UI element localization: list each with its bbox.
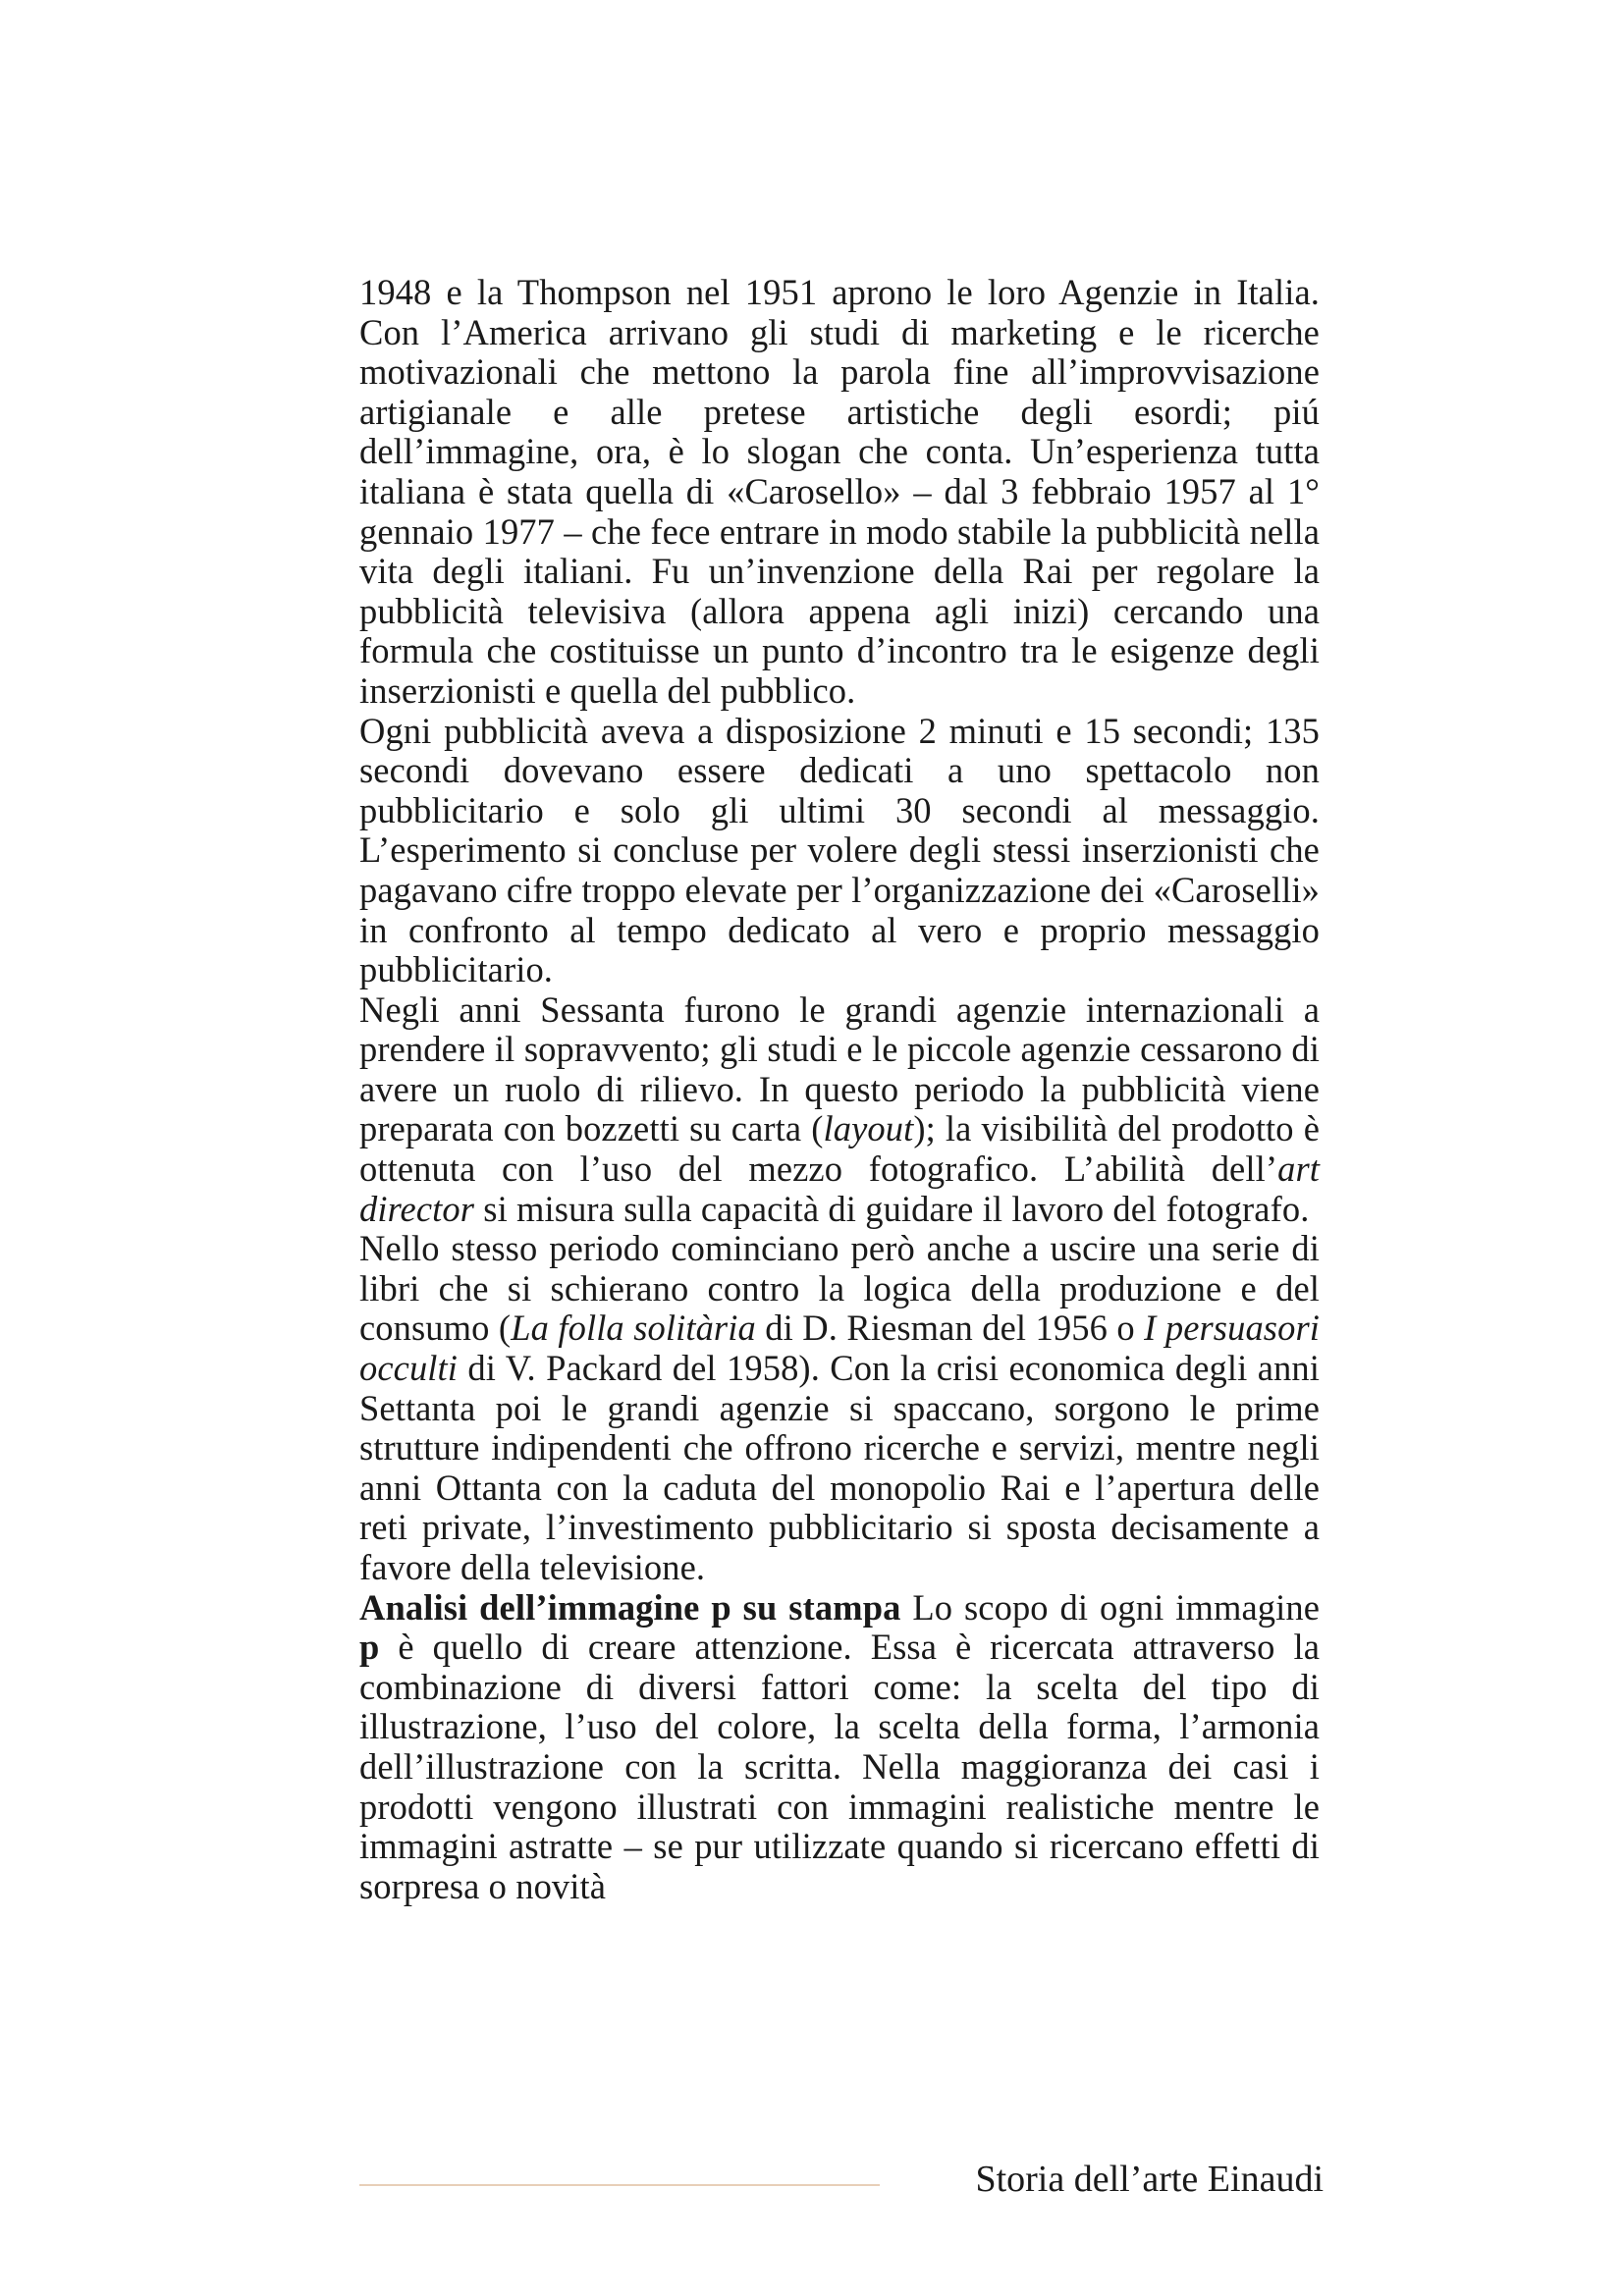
paragraph xyxy=(359,1229,1320,1587)
text-run: Nello stesso periodo cominciano però anche a uscire una serie di libri che si schierano contro la logica della produzione e del consumo ( xyxy=(359,1228,1320,1349)
page-body xyxy=(359,273,1320,1906)
text-run: Ogni pubblicità aveva a disposizione 2 minuti e 15 secondi; 135 secondi dovevano essere dedicati a uno spettacolo non pubblicitario e solo gli ultimi 30 secondi al messaggio. L’esperimento si concluse per volere degli stessi inserzionisti che pagavano cifre troppo elevate per l’organizzazione dei «Caroselli» in confronto al tempo dedicato al vero e proprio messaggio pubblicitario. xyxy=(359,710,1320,990)
footer-title: Storia dell’arte Einaudi xyxy=(975,2159,1324,2200)
italic-term: layout xyxy=(823,1108,914,1149)
text-run: di D. Riesman del 1956 o xyxy=(755,1308,1145,1349)
text-run: 1948 e la Thompson nel 1951 aprono le loro Agenzie in Italia. Con l’America arrivano gli studi di marketing e le ricerche motivazionali che mettono la parola fine all’improvvisazione artigianale e alle pretese artistiche degli esordi; piú dell’immagine, ora, è lo slogan che conta. Un’esperienza tutta italiana è stata quella di «Carosello» – dal 3 febbraio 1957 al 1° gennaio 1977 – che fece entrare in modo stabile la pubblicità nella vita degli italiani. Fu un’invenzione della Rai per regolare la pubblicità televisiva (allora appena agli inizi) cercando una formula che costituisse un punto d’incontro tra le esigenze degli inserzionisti e quella del pubblico. xyxy=(359,272,1320,711)
text-run: ); la visibilità del prodotto è ottenuta con l’uso del mezzo fotografico. L’abilità dell’ xyxy=(359,1108,1320,1190)
book-title: La folla solitària xyxy=(511,1308,756,1349)
text-run: è quello di creare attenzione. Essa è ricercata attraverso la combinazione di diversi fattori come: la scelta del tipo di illustrazione, l’uso del colore, la scelta della forma, l’armonia dell’illustrazione con la scritta. Nella maggioranza dei casi i prodotti vengono illustrati con immagini realistiche mentre le immagini astratte – se pur utilizzate quando si ricercano effetti di sorpresa o novità xyxy=(359,1627,1320,1906)
section-heading: Analisi dell’immagine p su stampa xyxy=(359,1586,901,1628)
bold-term: p xyxy=(359,1627,380,1668)
paragraph xyxy=(359,712,1320,990)
text-run: Lo scopo di ogni immagine xyxy=(900,1586,1321,1628)
text-run: Negli anni Sessanta furono le grandi agenzie internazionali a prendere il sopravvento; gli studi e le piccole agenzie cessarono di avere un ruolo di rilievo. In questo periodo la pubblicità viene preparata con bozzetti su carta ( xyxy=(359,988,1320,1149)
text-run: si misura sulla capacità di guidare il lavoro del fotografo. xyxy=(474,1188,1310,1229)
paragraph xyxy=(359,273,1320,712)
paragraph xyxy=(359,1588,1320,1907)
paragraph xyxy=(359,990,1320,1230)
italic-term: art director xyxy=(359,1148,1320,1229)
footer-rule xyxy=(359,2184,880,2186)
book-title: I persuasori occulti xyxy=(359,1308,1321,1389)
text-run: di V. Packard del 1958). Con la crisi economica degli anni Settanta poi le grandi agenzie si spaccano, sorgono le prime strutture indipendenti che offrono ricerche e servizi, mentre negli anni Ottanta con la caduta del monopolio Rai e l’apertura delle reti private, l’investimento pubblicitario si sposta decisamente a favore della televisione. xyxy=(359,1348,1320,1587)
